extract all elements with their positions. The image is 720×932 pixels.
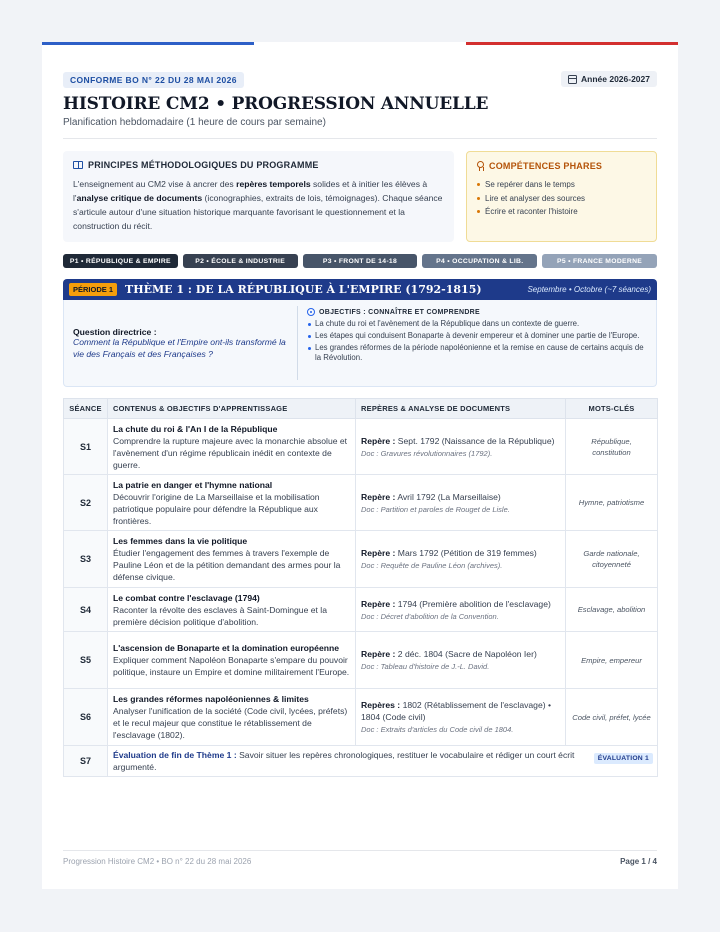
document-reference: Doc : Partition et paroles de Rouget de Lisle. xyxy=(361,504,510,514)
session-number: S3 xyxy=(64,531,108,588)
page-number: Page 1 / 4 xyxy=(620,857,657,866)
session-content xyxy=(108,475,356,531)
tab-period-3[interactable]: P3 • FRONT DE 14-18 xyxy=(303,254,418,268)
table-row xyxy=(64,632,658,689)
col-header-contenus: CONTENUS & OBJECTIFS D'APPRENTISSAGE xyxy=(108,399,356,419)
session-title: La patrie en danger et l'hymne national xyxy=(113,479,273,490)
question-text: Comment la République et l'Empire ont-ils transformé la vie des Français et des Françaises ? xyxy=(73,337,286,359)
theme-dates: Septembre • Octobre (~7 séances) xyxy=(527,285,651,294)
session-description: Raconter la révolte des esclaves à Saint-Domingue et la première décision politique d'abolition. xyxy=(113,604,328,627)
principles-text-2: solides et à initier les élèves à l' xyxy=(73,179,428,203)
principles-text xyxy=(73,177,444,233)
footer-left: Progression Histoire CM2 • BO n° 22 du 28 mai 2026 xyxy=(63,857,252,866)
objectives-heading-text: OBJECTIFS : CONNAÎTRE ET COMPRENDRE xyxy=(319,308,481,316)
objective-item: Les grandes réformes de la période napoléonienne et la remise en cause de certains acquis de la Révolution. xyxy=(307,343,646,363)
document-reference: Doc : Tableau d'histoire de J.-L. David. xyxy=(361,662,490,671)
repere-label: Repère : xyxy=(361,548,396,558)
principles-text-1: L'enseignement au CM2 vise à ancrer des xyxy=(73,179,237,189)
session-reperes xyxy=(356,689,566,746)
competence-item: Lire et analyser des sources xyxy=(477,192,646,206)
session-keywords: Empire, empereur xyxy=(566,632,658,689)
evaluation-description: Savoir situer les repères chronologiques, restituer le vocabulaire et rédiger un court écrit argumenté. xyxy=(113,750,575,772)
principles-heading-text: PRINCIPES MÉTHODOLOGIQUES DU PROGRAMME xyxy=(88,160,319,170)
theme-title: THÈME 1 : DE LA RÉPUBLIQUE À L'EMPIRE (1792-1815) xyxy=(125,283,482,296)
guiding-question xyxy=(73,327,293,360)
repere-text: Mars 1792 (Pétition de 319 femmes) xyxy=(397,548,537,558)
question-label: Question directrice : xyxy=(73,327,157,337)
evaluation-badge: ÉVALUATION 1 xyxy=(594,753,653,764)
evaluation-text xyxy=(113,749,583,773)
tab-period-4[interactable]: P4 • OCCUPATION & LIB. xyxy=(422,254,537,268)
session-description: Expliquer comment Napoléon Bonaparte s'empare du pouvoir politique, instaure un Empire et domine militairement l'Europe. xyxy=(113,655,350,677)
repere-text: Sept. 1792 (Naissance de la République) xyxy=(397,435,555,446)
session-reperes xyxy=(356,531,566,588)
session-description: Découvrir l'origine de La Marseillaise et la mobilisation patriotique populaire pour défendre la République aux frontières. xyxy=(113,491,320,526)
session-title: Les grandes réformes napoléoniennes & limites xyxy=(113,694,309,704)
theme-body xyxy=(63,300,657,387)
page-title: HISTOIRE CM2 • PROGRESSION ANNUELLE xyxy=(63,94,489,114)
book-icon xyxy=(73,161,83,169)
footer-divider xyxy=(63,850,657,851)
objectives-heading xyxy=(307,308,646,316)
session-description: Étudier l'engagement des femmes à travers l'exemple de Pauline Léon et de la pétition demandant des armes pour la défense civique. xyxy=(113,548,341,582)
tab-period-5[interactable]: P5 • FRANCE MODERNE xyxy=(542,254,657,268)
session-number: S1 xyxy=(64,419,108,475)
principles-bold-2: analyse critique de documents xyxy=(76,193,203,203)
col-header-mots-cles: MOTS-CLÉS xyxy=(566,399,658,419)
session-title: L'ascension de Bonaparte et la domination européenne xyxy=(113,643,340,653)
objectives-list xyxy=(307,319,646,363)
competences-panel xyxy=(466,151,657,242)
session-reperes xyxy=(356,632,566,689)
flag-red xyxy=(466,42,678,45)
principles-heading xyxy=(73,160,444,170)
document-reference: Doc : Extraits d'articles du Code civil de 1804. xyxy=(361,725,514,734)
table-row xyxy=(64,689,658,746)
session-reperes xyxy=(356,475,566,531)
session-reperes xyxy=(356,588,566,632)
session-keywords: Hymne, patriotisme xyxy=(566,475,658,531)
evaluation-label: Évaluation de fin de Thème 1 : xyxy=(113,750,237,760)
tab-period-2[interactable]: P2 • ÉCOLE & INDUSTRIE xyxy=(183,254,298,268)
year-badge xyxy=(561,71,657,87)
col-header-seance: SÉANCE xyxy=(64,399,108,419)
repere-label: Repères : xyxy=(361,700,401,710)
repere-text: 2 déc. 1804 (Sacre de Napoléon Ier) xyxy=(397,649,537,659)
table-row xyxy=(64,419,658,475)
session-number: S6 xyxy=(64,689,108,746)
session-keywords: Esclavage, abolition xyxy=(566,588,658,632)
objective-item: La chute du roi et l'avènement de la République dans un contexte de guerre. xyxy=(307,319,646,329)
table-row xyxy=(64,588,658,632)
target-icon xyxy=(307,308,315,316)
session-number: S4 xyxy=(64,588,108,632)
session-reperes xyxy=(356,419,566,475)
session-description: Analyser l'unification de la société (Code civil, lycées, préfets) et le recul majeur que constitue le rétablissement de l'esclavage (1802). xyxy=(113,706,348,740)
col-header-reperes: REPÈRES & ANALYSE DE DOCUMENTS xyxy=(356,399,566,419)
session-title: Les femmes dans la vie politique xyxy=(113,536,248,546)
table-row-evaluation xyxy=(64,746,658,777)
objective-item: Les étapes qui conduisent Bonaparte à devenir empereur et à dominer une partie de l'Europe. xyxy=(307,331,646,341)
tab-period-1[interactable]: P1 • RÉPUBLIQUE & EMPIRE xyxy=(63,254,178,268)
session-content xyxy=(108,588,356,632)
competence-item: Écrire et raconter l'histoire xyxy=(477,205,646,219)
session-title: Le combat contre l'esclavage (1794) xyxy=(113,592,260,603)
evaluation-cell xyxy=(108,746,658,777)
repere-label: Repère : xyxy=(361,649,396,659)
repere-text: Avril 1792 (La Marseillaise) xyxy=(397,491,501,502)
bo-badge: CONFORME BO N° 22 DU 28 MAI 2026 xyxy=(63,72,244,88)
session-title: La chute du roi & l'An I de la République xyxy=(113,423,278,434)
sessions-table xyxy=(63,398,658,777)
session-keywords: Garde nationale, citoyenneté xyxy=(566,531,658,588)
repere-label: Repère : xyxy=(361,491,396,502)
table-row xyxy=(64,531,658,588)
objectives xyxy=(307,308,646,365)
principles-panel xyxy=(63,151,454,242)
theme-divider xyxy=(297,306,298,380)
flag-white xyxy=(254,42,466,45)
table-header-row xyxy=(64,399,658,419)
periode-badge: PÉRIODE 1 xyxy=(69,283,117,296)
session-content xyxy=(108,632,356,689)
session-keywords: République, constitution xyxy=(566,419,658,475)
principles-bold-1: repères temporels xyxy=(236,179,311,189)
calendar-icon xyxy=(568,75,577,84)
competences-heading-text: COMPÉTENCES PHARES xyxy=(489,161,603,171)
year-label: Année 2026-2027 xyxy=(581,74,650,84)
document-reference: Doc : Requête de Pauline Léon (archives). xyxy=(361,561,503,570)
table-row xyxy=(64,475,658,531)
session-number: S5 xyxy=(64,632,108,689)
document-reference: Doc : Décret d'abolition de la Convention. xyxy=(361,611,499,621)
competence-item: Se repérer dans le temps xyxy=(477,178,646,192)
tricolor-band xyxy=(42,42,678,45)
principles-text-3: (iconographies, extraits de lois, témoignages). Chaque séance s'articule autour d'une situation historique marquante favorisant le questionnement et la construction du récit. xyxy=(73,193,443,231)
header-divider xyxy=(63,138,657,139)
document-page xyxy=(42,42,678,889)
session-number: S7 xyxy=(64,746,108,777)
page-subtitle: Planification hebdomadaire (1 heure de cours par semaine) xyxy=(63,117,326,128)
repere-text: 1794 (Première abolition de l'esclavage) xyxy=(397,598,551,609)
period-tabs xyxy=(63,254,657,268)
session-keywords: Code civil, préfet, lycée xyxy=(566,689,658,746)
repere-label: Repère : xyxy=(361,435,396,446)
competences-heading xyxy=(477,161,646,171)
flag-blue xyxy=(42,42,254,45)
document-reference: Doc : Gravures révolutionnaires (1792). xyxy=(361,448,493,458)
session-description: Comprendre la rupture majeure avec la monarchie absolue et l'avènement d'un régime républicain inédit en contexte de guerre. xyxy=(113,435,348,470)
session-content xyxy=(108,419,356,475)
repere-text: 1802 (Rétablissement de l'esclavage) • 1804 (Code civil) xyxy=(361,700,551,722)
theme-header xyxy=(63,279,657,300)
medal-icon xyxy=(477,161,484,168)
competences-list xyxy=(477,178,646,219)
session-content xyxy=(108,531,356,588)
session-number: S2 xyxy=(64,475,108,531)
repere-label: Repère : xyxy=(361,598,396,609)
session-content xyxy=(108,689,356,746)
